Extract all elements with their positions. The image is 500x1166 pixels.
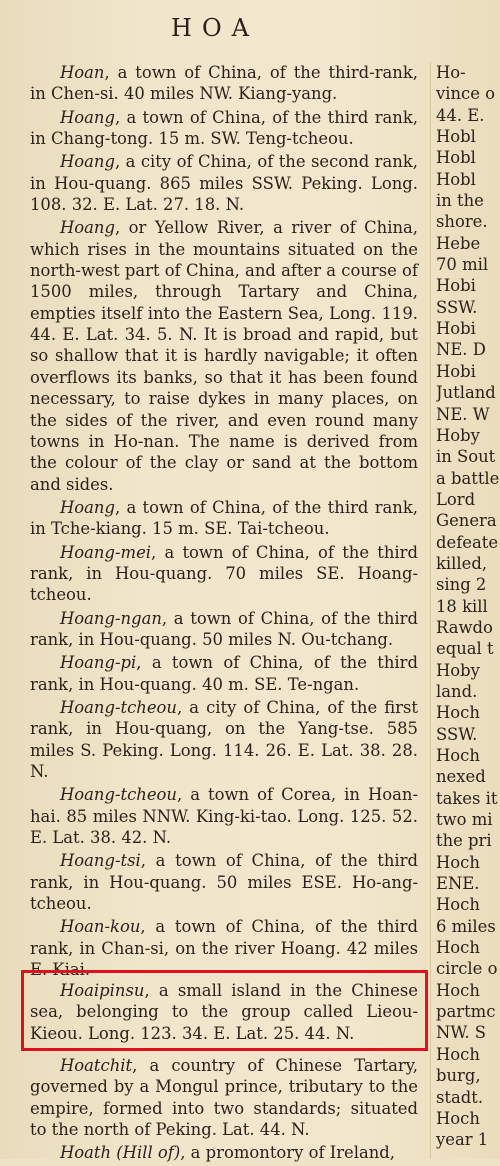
right-column-line: Hobl [436, 169, 476, 189]
right-column-line: Hoch [436, 938, 480, 958]
entry-headword: Hoang-mei [60, 542, 152, 562]
entry-text: , a town of China, of the third rank, in Tche-kiang. 15 m. SE. Tai-tcheou. [30, 497, 418, 539]
right-column-line: Hoch [436, 703, 480, 723]
entry-text: , a city of China, of the second rank, in Hou-quang. 865 miles SSW. Peking. Long. 108. 32. E. Lat. 27. 18. N. [30, 152, 418, 215]
right-column-line: a battle [436, 468, 500, 488]
right-column-line: vince o [436, 84, 496, 104]
right-column-line: land. [436, 681, 478, 701]
right-column-line: SSW. [436, 297, 478, 317]
dictionary-entry [30, 217, 418, 494]
dictionary-entry [30, 850, 418, 914]
column-divider [430, 62, 431, 1159]
right-column-line: burg, [436, 1066, 481, 1086]
right-column-line: two mi [436, 810, 493, 830]
right-column-line: Hoch [436, 852, 480, 872]
dictionary-entry [30, 1055, 418, 1140]
dictionary-entry [30, 608, 418, 651]
right-column-line: the pri [436, 831, 492, 851]
right-column-line: takes it [436, 788, 498, 808]
right-column-line: Hobi [436, 276, 476, 296]
entry-headword: Hoang [60, 107, 115, 127]
right-column-line: Hoch [436, 895, 480, 915]
right-column-line: Hobi [436, 319, 476, 339]
right-column-line: equal t [436, 639, 494, 659]
right-column-line: Genera [436, 511, 497, 531]
right-column-line: NE. D [436, 340, 486, 360]
entry-headword: Hoath (Hill of) [60, 1143, 181, 1163]
entry-text: , a town of Corea, in Hoan-hai. 85 miles NNW. King-ki-tao. Long. 125. 52. E. Lat. 38. 42. N. [30, 785, 418, 848]
entry-headword: Hoang-pi [60, 653, 137, 673]
dictionary-entry [30, 652, 418, 695]
right-column-line: 18 kill [436, 596, 488, 616]
tail-entries [30, 1055, 418, 1166]
right-column [436, 62, 500, 1151]
right-column-line: Hobi [436, 361, 476, 381]
entry-text: , a promontory of Ireland, [180, 1143, 396, 1163]
right-column-line: Ho- [436, 63, 466, 82]
right-column-line: nexed [436, 767, 486, 787]
right-column-line: Hobl [436, 127, 476, 147]
dictionary-entry [30, 151, 418, 215]
entry-text: , a town of China, of the third rank, in Hou-quang. 50 miles ESE. Ho-ang-tcheou. [30, 851, 418, 914]
entry-text: , a town of China, of the third-rank, in Chen-si. 40 miles NW. Kiang-yang. [30, 63, 418, 104]
right-column-line: Jutland [436, 383, 496, 403]
right-column-line: Hoch [436, 746, 480, 765]
right-column-line: Hoch [436, 1044, 480, 1064]
entry-headword: Hoang-tsi [60, 851, 141, 871]
entry-text: , a town of China, of the third rank, in Hou-quang. 50 miles N. Ou-tchang. [30, 608, 418, 649]
entry-headword: Hoang-tcheou [60, 785, 177, 805]
right-column-line: in the [436, 191, 484, 211]
entry-headword: Hoang [60, 218, 115, 238]
right-column-line: killed, [436, 553, 488, 573]
entry-headword: Hoang-ngan [60, 608, 162, 628]
dictionary-entry [30, 107, 418, 150]
right-column-line: stadt. [436, 1087, 484, 1107]
entry-text: , a town of China, of the third rank, in Chan-si, on the river Hoang. 42 miles E. Kiai. [30, 917, 418, 980]
right-column-line: defeate [436, 532, 499, 552]
entry-text: , or Yellow River, a river of China, which rises in the mountains situated on the north-west part of China, and after a course of 1500 miles, through Tartary and China, empties itself into the Eastern Sea, Long. 119. 44. E. Lat. 34. 5. N. It is broad and rapid, but so shallow that it is hardly navigable; it often overflows its banks, so that it has been found necessary, to raise dykes in many places, on the sides of the river, and even round many towns in Ho-nan. The name is derived from the colour of the clay or sand at the bottom and sides. [30, 218, 418, 494]
entry-headword: Hoan-kou [60, 917, 141, 937]
right-column-line: NW. S [436, 1023, 486, 1043]
entry-headword: Hoatchit [60, 1056, 133, 1075]
right-column-line: in Sout [436, 447, 496, 467]
entry-text: , a small island in the Chinese sea, belonging to the group called Lieou-Kieou. Long. 123. 34. E. Lat. 25. 44. N. [30, 981, 418, 1043]
right-column-line: 44. E. [436, 105, 485, 125]
main-column [30, 62, 418, 982]
entry-text: , a town of China, of the third rank, in Chang-tong. 15 m. SW. Teng-tcheou. [30, 107, 418, 149]
entry-text: , a city of China, of the first rank, in Hou-quang, on the Yang-tse. 585 miles S. Peking. Long. 114. 26. E. Lat. 38. 28. N. [30, 697, 418, 781]
page-header: HOA [171, 14, 259, 42]
right-column-line: Hoby [436, 425, 480, 445]
dictionary-entry [30, 62, 418, 105]
right-column-line: sing 2 [436, 575, 487, 595]
entry-headword: Hoan [60, 63, 105, 82]
right-column-line: 6 miles [436, 916, 496, 936]
entry-text: , a town of China, of the third rank, in Hou-quang. 70 miles SE. Hoang-tcheou. [30, 542, 418, 605]
right-column-line: shore. [436, 212, 488, 232]
dictionary-entry [30, 784, 418, 848]
right-column-line: circle o [436, 959, 498, 979]
right-column-line: Hoch [436, 1108, 480, 1128]
right-column-line: ENE. [436, 874, 480, 894]
dictionary-entry [30, 1142, 418, 1163]
right-column-line: NE. W [436, 404, 490, 424]
highlighted-entry [30, 980, 418, 1044]
dictionary-entry [30, 497, 418, 540]
entry-headword: Hoang [60, 497, 115, 517]
entry-text: , a town of China, of the third rank, in Hou-quang. 40 m. SE. Te-ngan. [30, 653, 418, 694]
right-column-line: Hoby [436, 660, 480, 680]
right-column-line: year 1 [436, 1130, 489, 1150]
entry-headword: Hoang-tcheou [60, 697, 177, 717]
dictionary-entry [30, 542, 418, 606]
right-column-line: Lord [436, 489, 476, 509]
entry-text: , a country of Chinese Tartary, governed by a Mongul prince, tributary to the empire, formed into two standards; situated to the north of Peking. Lat. 44. N. [30, 1056, 418, 1140]
right-column-line: SSW. [436, 724, 478, 744]
dictionary-entry [30, 697, 418, 782]
right-column-line: 70 mil [436, 255, 489, 275]
entry-headword: Hoaipinsu [60, 981, 145, 1000]
right-column-line: Hoch [436, 980, 480, 1000]
right-column-line: Rawdo [436, 617, 493, 637]
entry-headword: Hoang [60, 152, 115, 172]
right-column-line: partmc [436, 1002, 496, 1022]
right-column-line: Hobl [436, 148, 476, 168]
right-column-line: Hebe [436, 233, 481, 253]
